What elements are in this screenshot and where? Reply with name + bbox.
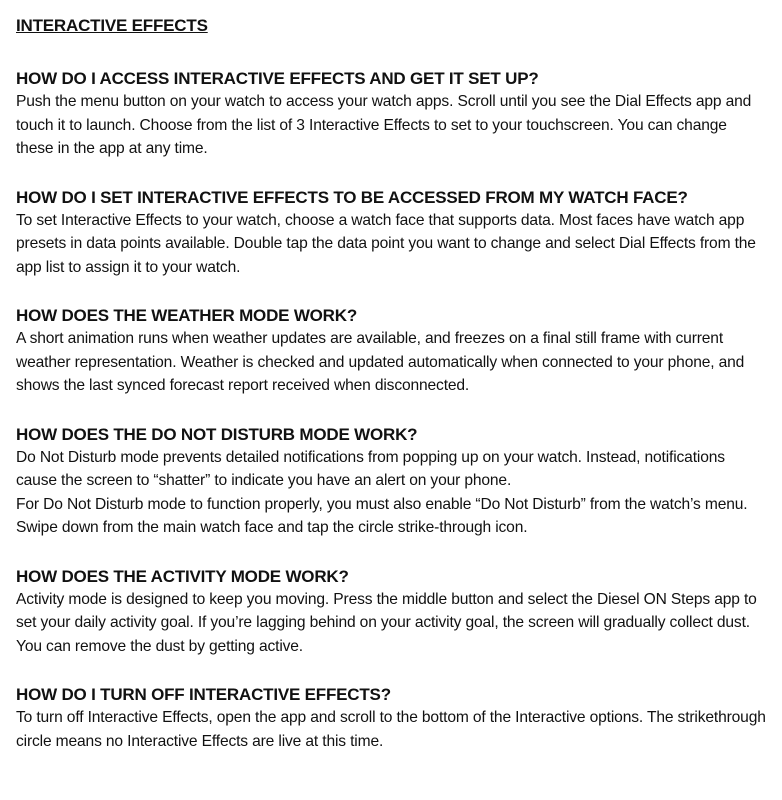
faq-section-watch-face xyxy=(16,187,768,280)
faq-answer-continued: For Do Not Disturb mode to function properly, you must also enable “Do Not Disturb” from the watch’s menu. Swipe down from the main watch face and tap the circle strike-through icon. xyxy=(16,495,748,536)
faq-section-activity xyxy=(16,566,768,659)
faq-answer: To set Interactive Effects to your watch, choose a watch face that supports data. Most faces have watch app presets in data points available. Double tap the data point you want to change and select Dial Effects from the app list to assign it to your watch. xyxy=(16,211,756,276)
faq-section-do-not-disturb xyxy=(16,424,768,540)
faq-answer: To turn off Interactive Effects, open the app and scroll to the bottom of the Interactive options. The strikethrough circle means no Interactive Effects are live at this time. xyxy=(16,709,766,750)
faq-section-turn-off xyxy=(16,684,768,753)
faq-question: HOW DO I TURN OFF INTERACTIVE EFFECTS? xyxy=(16,685,391,704)
faq-question: HOW DOES THE WEATHER MODE WORK? xyxy=(16,306,358,325)
faq-question: HOW DO I ACCESS INTERACTIVE EFFECTS AND GET IT SET UP? xyxy=(16,69,539,88)
faq-section-access xyxy=(16,68,768,161)
faq-question: HOW DOES THE DO NOT DISTURB MODE WORK? xyxy=(16,424,418,444)
faq-answer: Activity mode is designed to keep you moving. Press the middle button and select the Diesel ON Steps app to set your daily activity goal. If you’re lagging behind on your activity goal, the screen will gradually collect dust. You can remove the dust by getting active. xyxy=(16,590,757,655)
document xyxy=(16,14,768,779)
document-title: INTERACTIVE EFFECTS xyxy=(16,16,208,35)
faq-answer: A short animation runs when weather updates are available, and freezes on a final still frame with current weather representation. Weather is checked and updated automatically when connected to your phone, and shows the last synced forecast report received when disconnected. xyxy=(16,330,745,394)
faq-section-weather xyxy=(16,305,768,398)
faq-answer: Push the menu button on your watch to access your watch apps. Scroll until you see the Dial Effects app and touch it to launch. Choose from the list of 3 Interactive Effects to set to your touchscreen. You can change these in the app at any time. xyxy=(16,93,752,157)
faq-question: HOW DOES THE ACTIVITY MODE WORK? xyxy=(16,566,349,586)
faq-answer: Do Not Disturb mode prevents detailed notifications from popping up on your watch. Instead, notifications cause the screen to “shatter” to indicate you have an alert on your phone. xyxy=(16,448,725,489)
faq-question: HOW DO I SET INTERACTIVE EFFECTS TO BE ACCESSED FROM MY WATCH FACE? xyxy=(16,187,688,207)
